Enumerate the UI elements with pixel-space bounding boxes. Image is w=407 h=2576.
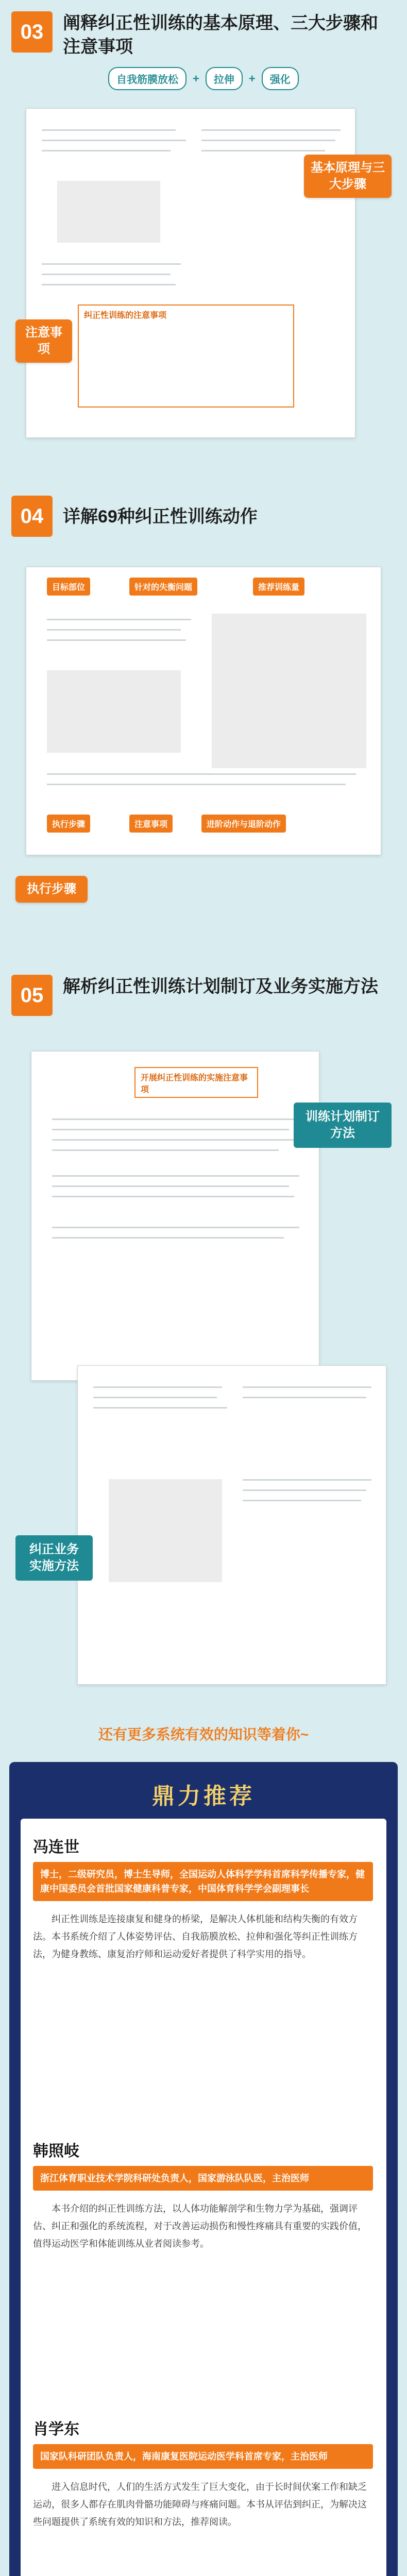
section-title: 解析纠正性训练计划制订及业务实施方法 <box>63 977 378 996</box>
recommender-role: 博士，二级研究员，博士生导师，全国运动人体科学学科首席科学传播专家，健康中国委员会首批国家健康科普专家，中国体育科学学会副理事长 <box>33 1862 373 1901</box>
section-title: 详解69种纠正性训练动作 <box>63 507 258 527</box>
exercise-page-preview <box>26 567 381 855</box>
recommendations-panel <box>9 1762 398 2576</box>
section-03-header <box>0 0 407 86</box>
step-pill-1: 自我筋膜放松 <box>108 67 186 90</box>
plan-page-preview <box>31 1051 319 1381</box>
recommender-role: 浙江体育职业技术学院科研处负责人，国家游泳队队医，主治医师 <box>33 2166 373 2191</box>
inner-heading: 开展纠正性训练的实施注意事项 <box>134 1067 258 1098</box>
notes-box: 纠正性训练的注意事项 <box>78 304 294 408</box>
exercise-photo <box>212 614 366 768</box>
tag-target: 目标部位 <box>47 578 90 596</box>
notes-callout: 注意事项 <box>15 319 72 363</box>
recommender-1 <box>33 1834 373 1963</box>
more-knowledge-text: 还有更多系统有效的知识等着你~ <box>98 1726 309 1742</box>
recommender-quote: 纠正性训练是连接康复和健身的桥梁，是解决人体机能和结构失衡的有效方法。本书系统介绍了人体姿势评估、自我筋膜放松、拉伸和强化等纠正性训练方法，为健身教练、康复治疗师和运动爱好者提供了科学实用的指导。 <box>33 1914 358 1959</box>
section-04-header <box>0 484 407 551</box>
section-05-header <box>0 963 407 1030</box>
tag-volume: 推荐训练量 <box>253 578 304 596</box>
business-callout: 纠正业务实施方法 <box>15 1535 93 1581</box>
recommender-2 <box>33 2138 373 2252</box>
principles-callout: 基本原理与三大步骤 <box>304 155 392 198</box>
plan-callout: 训练计划制订方法 <box>294 1103 392 1148</box>
recommender-role: 国家队科研团队负责人，海南康复医院运动医学科首席专家，主治医师 <box>33 2444 373 2469</box>
step-pill-2: 拉伸 <box>206 67 243 90</box>
recommender-name: 肖学东 <box>33 2421 79 2438</box>
figure-placeholder <box>57 181 160 243</box>
tag-steps: 执行步骤 <box>47 815 90 833</box>
steps-callout: 执行步骤 <box>15 876 88 903</box>
recommender-quote: 本书介绍的纠正性训练方法，以人体功能解剖学和生物力学为基础，强调评估、纠正和强化的系统流程，对于改善运动损伤和慢性疼痛具有重要的实践价值，值得运动医学和体能训练从业者阅读参考。 <box>33 2204 367 2249</box>
tag-notes: 注意事项 <box>129 815 173 833</box>
recommender-name: 冯连世 <box>33 1839 79 1856</box>
diagram-placeholder <box>109 1479 222 1582</box>
step-pill-3: 强化 <box>262 67 299 90</box>
section-number: 04 <box>11 496 53 537</box>
plus-icon: + <box>248 72 256 85</box>
recommender-quote: 进入信息时代，人们的生活方式发生了巨大变化，由于长时间伏案工作和缺乏运动，很多人都存在肌肉骨骼功能障碍与疼痛问题。本书从评估到纠正，为解决这些问题提供了系统有效的知识和方法，推荐阅读。 <box>33 2482 367 2527</box>
business-page-preview <box>77 1365 386 1685</box>
exercise-photo <box>47 670 181 753</box>
recommender-3 <box>33 2416 373 2531</box>
section-number: 03 <box>11 11 53 53</box>
recommend-title: 鼎力推荐 <box>152 1784 255 1809</box>
recommend-list <box>21 1819 386 2576</box>
section-number: 05 <box>11 975 53 1016</box>
plus-icon: + <box>193 72 199 85</box>
recommender-name: 韩照岐 <box>33 2143 79 2160</box>
section-title: 阐释纠正性训练的基本原理、三大步骤和注意事项 <box>63 13 378 57</box>
tag-progression: 进阶动作与退阶动作 <box>201 815 286 833</box>
steps-row <box>108 67 299 90</box>
tag-imbalance: 针对的失衡问题 <box>129 578 197 596</box>
